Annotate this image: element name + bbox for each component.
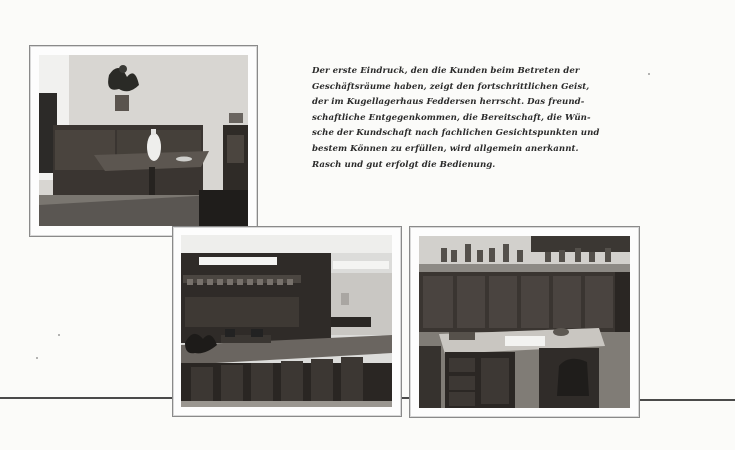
photo-seating-corner <box>39 55 248 226</box>
photo-sales-counter <box>181 235 392 407</box>
photo-frame-seating-corner <box>29 45 258 237</box>
caption-line: bestem Können zu erfüllen, wird allgemein anerkannt. <box>312 143 579 154</box>
seating-corner-image <box>39 55 248 226</box>
caption-line: Rasch und gut erfolgt die Bedienung. <box>312 159 496 170</box>
caption-line: schaftliche Entgegenkommen, die Bereitschaft, die Wün- <box>312 112 591 123</box>
horizontal-rule-right <box>639 399 735 401</box>
photo-office-desk <box>419 236 630 408</box>
caption-line: sche der Kundschaft nach fachlichen Gesichtspunkten und <box>312 128 600 139</box>
photo-frame-office-desk <box>409 226 640 418</box>
scan-speck <box>58 334 60 336</box>
sales-counter-image <box>181 235 392 407</box>
photo-frame-sales-counter <box>172 226 402 417</box>
scan-speck <box>648 73 650 75</box>
caption-paragraph <box>312 64 602 173</box>
office-desk-image <box>419 236 630 408</box>
scan-speck <box>36 357 38 359</box>
horizontal-rule-left <box>0 397 174 399</box>
caption-line: Der erste Eindruck, den die Kunden beim Betreten der <box>312 66 580 76</box>
caption-line: Geschäftsräume haben, zeigt den fortschrittlichen Geist, <box>312 81 590 92</box>
caption-line: der im Kugellagerhaus Feddersen herrscht. Das freund- <box>312 97 585 108</box>
